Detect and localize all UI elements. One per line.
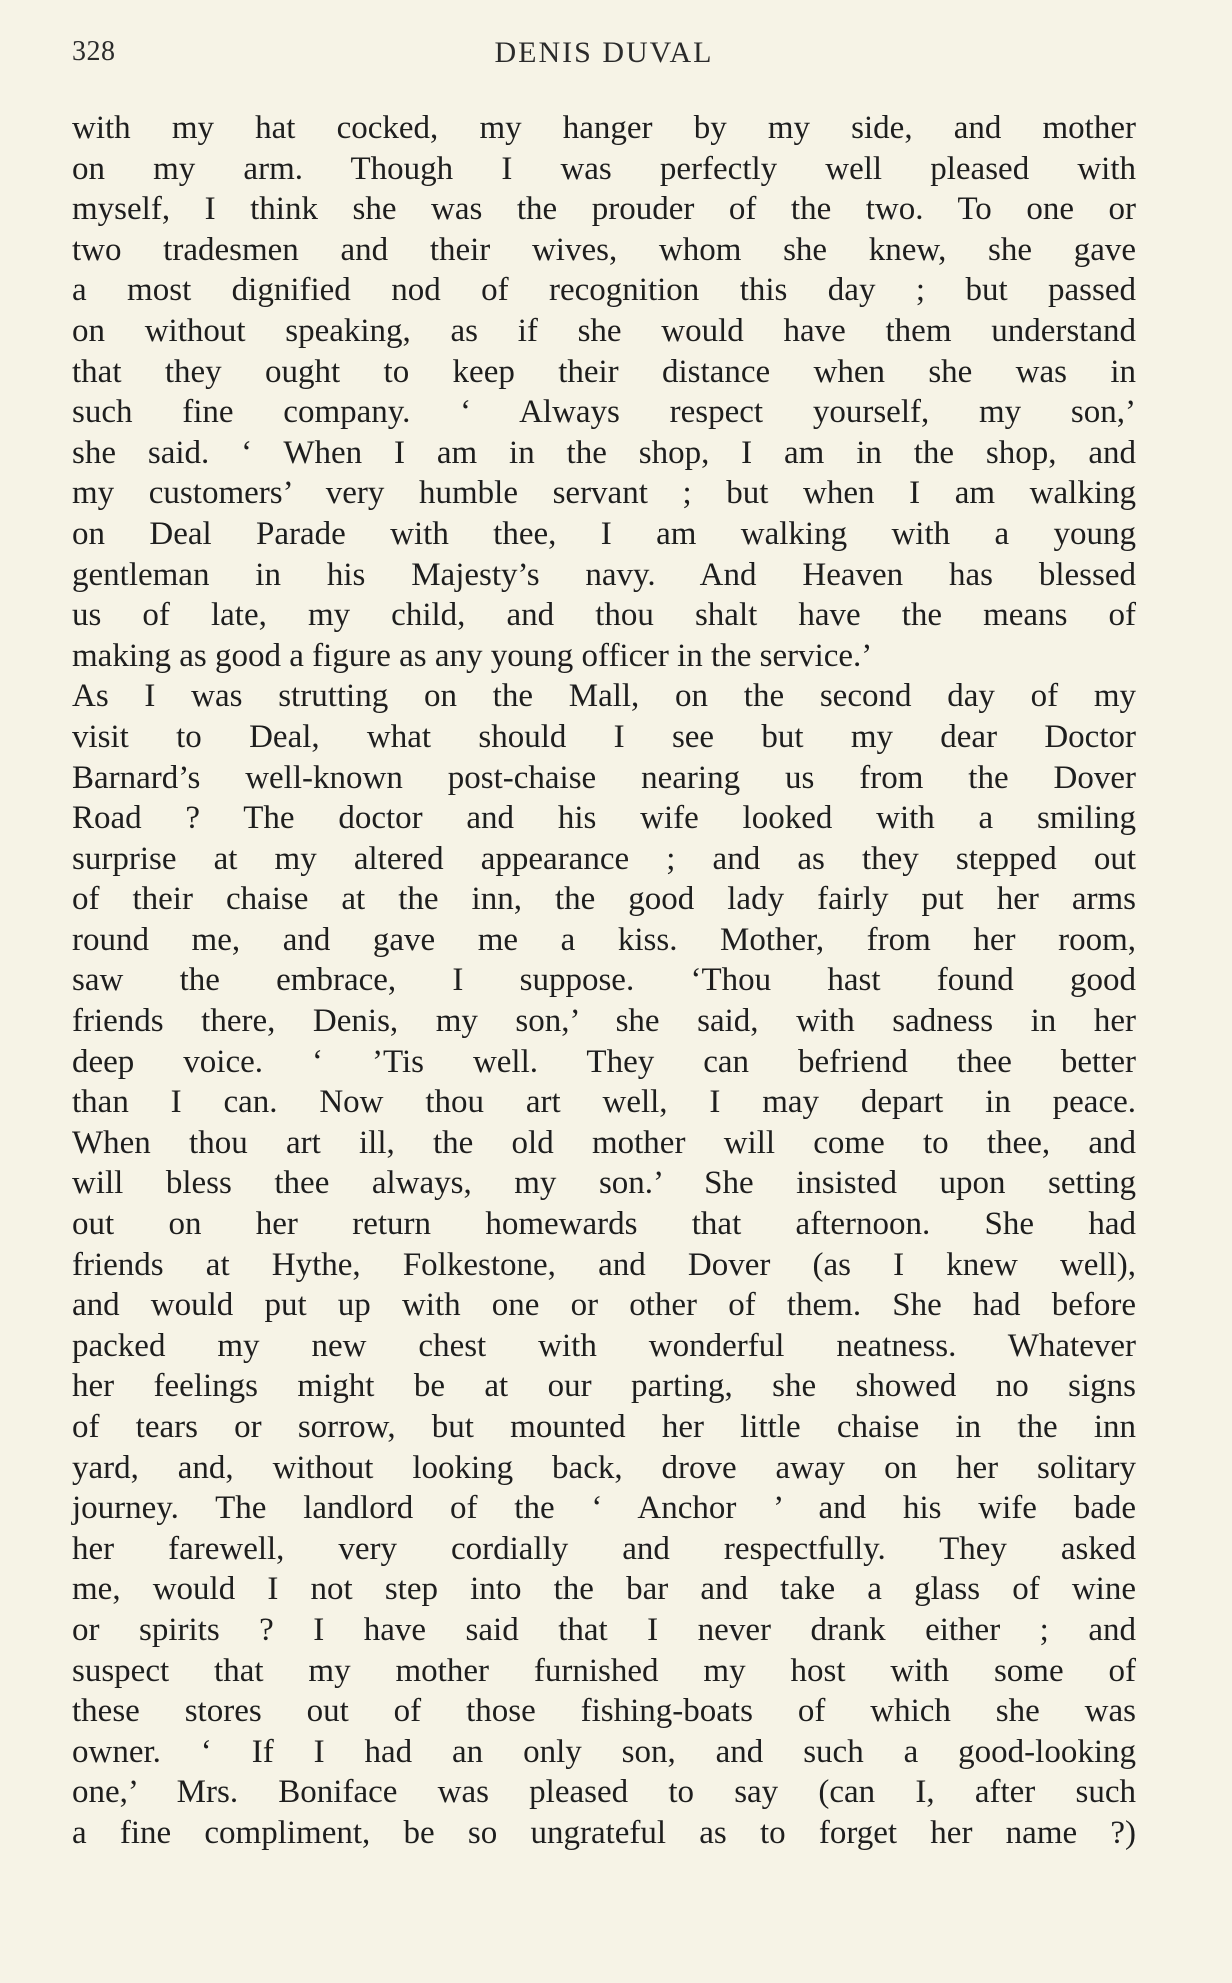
text-line: owner. ‘ If I had an only son, and such a good-looking xyxy=(72,1733,1136,1770)
running-head: DENIS DUVAL xyxy=(494,36,714,69)
text-line: a most dignified nod of recognition this day ; but passed xyxy=(72,272,1136,309)
text-line: yard, and, without looking back, drove away on her solitary xyxy=(72,1449,1136,1486)
text-line: that they ought to keep their distance when she was in xyxy=(72,353,1136,390)
text-line: her feelings might be at our parting, she showed no signs xyxy=(72,1368,1136,1405)
text-line: saw the embrace, I suppose. ‘Thou hast found good xyxy=(72,962,1136,999)
body-text xyxy=(72,108,1136,1854)
text-line: than I can. Now thou art well, I may depart in peace. xyxy=(72,1084,1136,1121)
text-line: making as good a figure as any young officer in the service.’ xyxy=(72,637,873,674)
text-line: gentleman in his Majesty’s navy. And Heaven has blessed xyxy=(72,556,1136,593)
text-line: deep voice. ‘ ’Tis well. They can befriend thee better xyxy=(72,1043,1136,1080)
text-line: or spirits ? I have said that I never drank either ; and xyxy=(72,1611,1136,1648)
text-line: these stores out of those fishing-boats of which she was xyxy=(72,1693,1136,1730)
text-line: journey. The landlord of the ‘ Anchor ’ and his wife bade xyxy=(72,1490,1136,1527)
text-line: on my arm. Though I was perfectly well pleased with xyxy=(72,150,1136,187)
text-line: suspect that my mother furnished my host with some of xyxy=(72,1652,1136,1689)
text-line: round me, and gave me a kiss. Mother, from her room, xyxy=(72,921,1136,958)
text-line: friends there, Denis, my son,’ she said, with sadness in her xyxy=(72,1003,1136,1040)
text-line: her farewell, very cordially and respectfully. They asked xyxy=(72,1530,1136,1567)
text-line: me, would I not step into the bar and take a glass of wine xyxy=(72,1571,1136,1608)
text-line: my customers’ very humble servant ; but when I am walking xyxy=(72,475,1136,512)
text-line: on without speaking, as if she would have them understand xyxy=(72,312,1136,349)
text-line: myself, I think she was the prouder of the two. To one or xyxy=(72,191,1136,228)
text-line: visit to Deal, what should I see but my dear Doctor xyxy=(72,718,1136,755)
text-line: us of late, my child, and thou shalt have the means of xyxy=(72,597,1136,634)
text-line: and would put up with one or other of them. She had before xyxy=(72,1287,1136,1324)
text-line: Road ? The doctor and his wife looked with a smiling xyxy=(72,800,1136,837)
page-number: 328 xyxy=(72,36,116,67)
text-line: When thou art ill, the old mother will come to thee, and xyxy=(72,1124,1136,1161)
text-line: two tradesmen and their wives, whom she knew, she gave xyxy=(72,231,1136,268)
text-line: friends at Hythe, Folkestone, and Dover (as I knew well), xyxy=(72,1246,1136,1283)
text-line: packed my new chest with wonderful neatness. Whatever xyxy=(72,1327,1136,1364)
text-line: with my hat cocked, my hanger by my side, and mother xyxy=(72,110,1136,146)
text-line: out on her return homewards that afternoon. She had xyxy=(72,1206,1136,1243)
text-line: of their chaise at the inn, the good lady fairly put her arms xyxy=(72,881,1136,918)
text-line: of tears or sorrow, but mounted her little chaise in the inn xyxy=(72,1409,1136,1445)
text-line: one,’ Mrs. Boniface was pleased to say (can I, after such xyxy=(72,1774,1136,1811)
text-line: will bless thee always, my son.’ She insisted upon setting xyxy=(72,1165,1136,1202)
text-line: on Deal Parade with thee, I am walking with a young xyxy=(72,515,1136,552)
text-line: such fine company. ‘ Always respect yourself, my son,’ xyxy=(72,394,1136,431)
text-line: a fine compliment, be so ungrateful as to forget her name ?) xyxy=(72,1814,1136,1851)
page-header xyxy=(72,36,1136,76)
text-line: As I was strutting on the Mall, on the second day of my xyxy=(72,678,1136,715)
text-line: Barnard’s well-known post-chaise nearing us from the Dover xyxy=(72,759,1136,796)
text-line: she said. ‘ When I am in the shop, I am in the shop, and xyxy=(72,434,1136,471)
text-line: surprise at my altered appearance ; and as they stepped out xyxy=(72,840,1136,877)
